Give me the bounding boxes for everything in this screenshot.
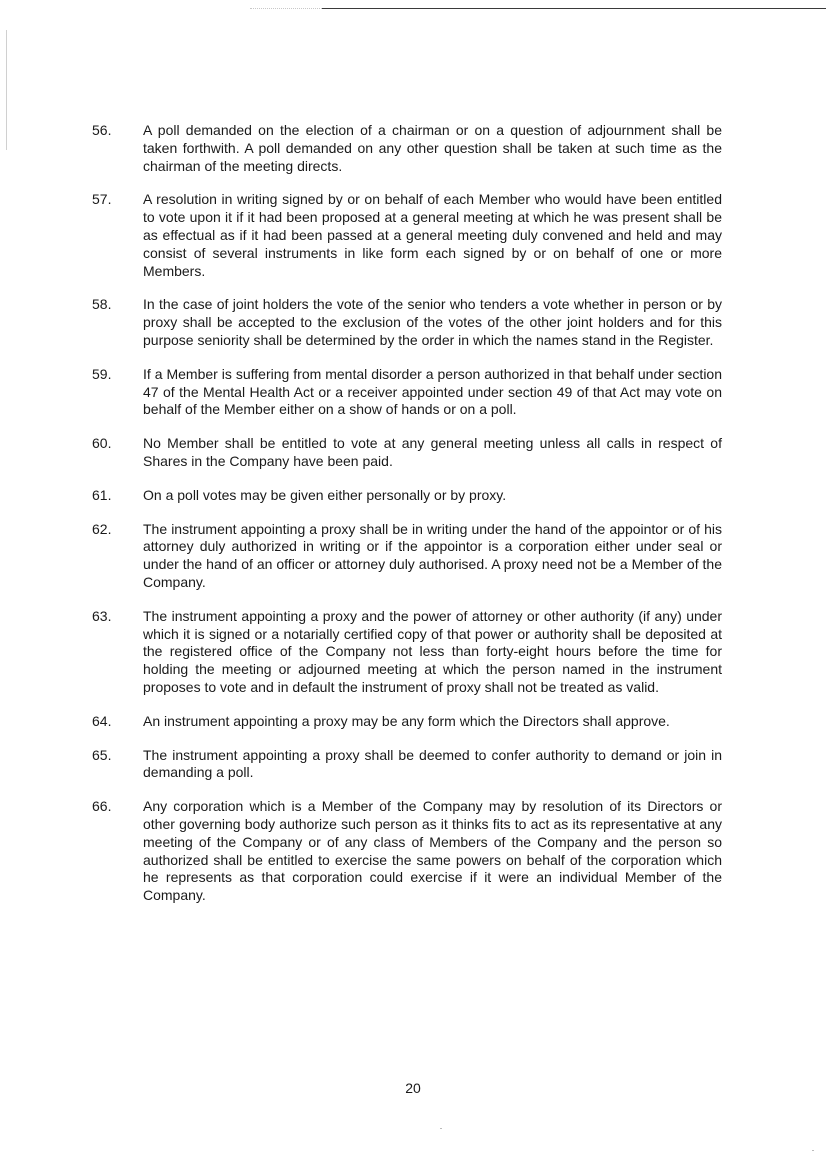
scan-artifact-left-edge	[6, 30, 7, 150]
clause-number: 59.	[92, 365, 112, 382]
clause-number: 57.	[92, 191, 112, 208]
clause-list	[92, 122, 722, 921]
page-number: 20	[405, 1080, 421, 1096]
clause-60	[92, 435, 722, 471]
clause-61	[92, 487, 722, 505]
clause-number: 61.	[92, 486, 112, 503]
clause-text: Any corporation which is a Member of the Company may by resolution of its Directors or other governing body authorize such person as it thinks fits to act as its representative at any meeting of the Company or of any class of Members of the Company and the person so authorized shall be entitled to exercise the same powers on behalf of the corporation which he represents as that corporation could exercise if it were an individual Member of the Company.	[143, 798, 722, 904]
clause-64	[92, 713, 722, 731]
clause-62	[92, 521, 722, 592]
clause-58	[92, 296, 722, 349]
clause-text: A resolution in writing signed by or on behalf of each Member who would have been entitled to vote upon it if it had been proposed at a general meeting at which he was present shall be as effectual as if it had been passed at a general meeting duly convened and held and may consist of several instruments in like form each signed by or on behalf of one or more Members.	[143, 191, 722, 279]
clause-number: 65.	[92, 746, 112, 763]
scan-artifact-speck	[812, 1150, 814, 1151]
scan-artifact-top-line-faint	[250, 8, 322, 9]
clause-59	[92, 366, 722, 419]
clause-56	[92, 122, 722, 175]
clause-text: The instrument appointing a proxy and the power of attorney or other authority (if any) under which it is signed or a notarially certified copy of that power or authority shall be deposited at the registered office of the Company not less than forty-eight hours before the time for holding the meeting or adjourned meeting at which the person named in the instrument proposes to vote and in default the instrument of proxy shall not be treated as valid.	[143, 607, 722, 695]
clause-number: 60.	[92, 435, 112, 452]
clause-66	[92, 798, 722, 905]
clause-text: An instrument appointing a proxy may be any form which the Directors shall approve.	[143, 712, 670, 729]
clause-number: 63.	[92, 607, 112, 624]
scan-artifact-top-line	[322, 8, 826, 9]
clause-number: 62.	[92, 520, 112, 537]
clause-number: 56.	[92, 122, 112, 138]
clause-57	[92, 191, 722, 280]
clause-text: In the case of joint holders the vote of the senior who tenders a vote whether in person or by proxy shall be accepted to the exclusion of the votes of the other joint holders and for this purpose seniority shall be determined by the order in which the names stand in the Register.	[143, 296, 722, 348]
clause-text: On a poll votes may be given either personally or by proxy.	[143, 486, 507, 503]
clause-number: 66.	[92, 798, 112, 815]
clause-63	[92, 608, 722, 697]
clause-number: 58.	[92, 296, 112, 313]
clause-text: The instrument appointing a proxy shall be in writing under the hand of the appointor or of his attorney duly authorized in writing or if the appointor is a corporation either under seal or under the hand of an officer or attorney duly authorised. A proxy need not be a Member of the Company.	[143, 520, 722, 590]
clause-text: The instrument appointing a proxy shall be deemed to confer authority to demand or join in demanding a poll.	[143, 746, 722, 781]
clause-text: If a Member is suffering from mental disorder a person authorized in that behalf under section 47 of the Mental Health Act or a receiver appointed under section 49 of that Act may vote on behalf of the Member either on a show of hands or on a poll.	[143, 365, 722, 418]
clause-65	[92, 747, 722, 783]
clause-number: 64.	[92, 712, 112, 729]
clause-text: A poll demanded on the election of a chairman or on a question of adjournment shall be taken forthwith. A poll demanded on any other question shall be taken at such time as the chairman of the meeting directs.	[143, 122, 722, 174]
clause-text: No Member shall be entitled to vote at any general meeting unless all calls in respect of Shares in the Company have been paid.	[143, 435, 722, 469]
scan-artifact-speck	[440, 1128, 442, 1129]
